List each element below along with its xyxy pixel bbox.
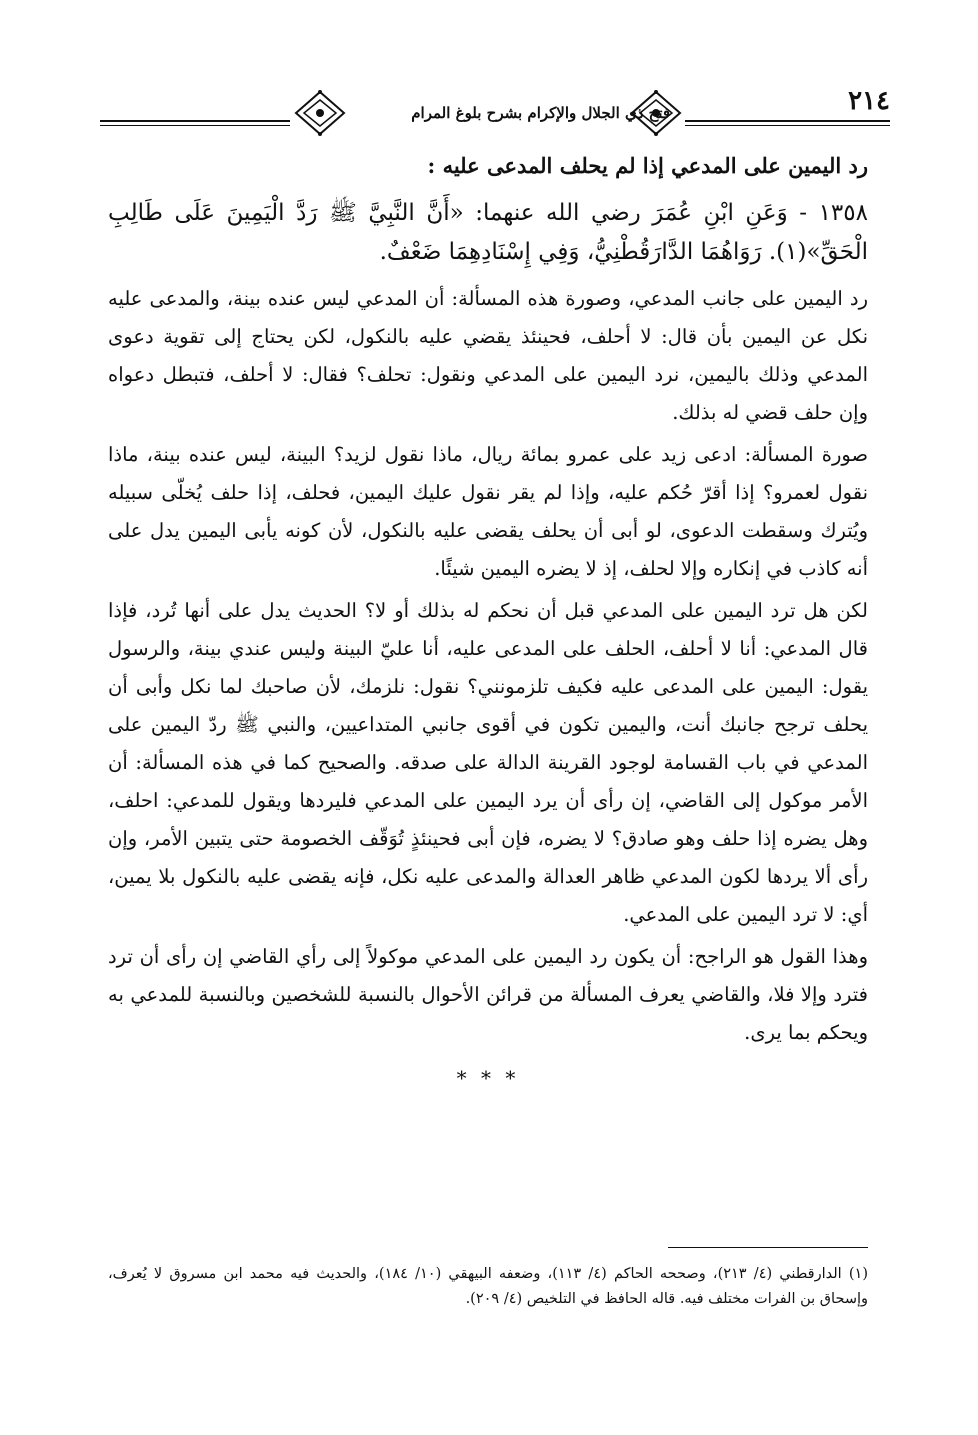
- hadith-text: ١٣٥٨ - وَعَنِ ابْنِ عُمَرَ رضي الله عنهما: «أَنَّ النَّبِيَّ ﷺ رَدَّ الْيَمِينَ عَلَى طَالِبِ الْحَقِّ»(١). رَوَاهُمَا الدَّارَقُطْنِيُّ، وَفِي إِسْنَادِهِمَا ضَعْفٌ.: [108, 199, 868, 265]
- paragraph: رد اليمين على جانب المدعي، وصورة هذه المسألة: أن المدعي ليس عنده بينة، والمدعى عليه نكل عن اليمين بأن قال: لا أحلف، فحينئذ يقضي عليه بالنكول، لكن يحتاج إلى تقوية دعوى المدعي وذلك باليمين، نرد اليمين على المدعي ونقول: تحلف؟ فقال: لا أحلف، فتبطل دعواه وإن حلف قضي له بذلك.: [108, 286, 868, 424]
- footnote-rule: [668, 1247, 868, 1248]
- paragraph: لكن هل ترد اليمين على المدعي قبل أن نحكم له بذلك أو لا؟ الحديث يدل على أنها تُرد، فإذا قال المدعي: أنا لا أحلف، الحلف على المدعى عليه، أنا عليّ البينة وليس عندي بينة، والرسول يقول: اليمين على المدعى عليه فكيف تلزمونني؟ نقول: نلزمك، لأن صاحبك لما نكل وأبى أن يحلف ترجح جانبك أنت، واليمين تكون في أقوى جانبي المتداعيين، والنبي ﷺ ردّ اليمين على المدعي في باب القسامة لوجود القرينة الدالة على صدقه. والصحيح كما في هذه المسألة: أن الأمر موكول إلى القاضي، إن رأى أن يرد اليمين على المدعي فليردها ويقول للمدعي: احلف، وهل يضره إذا حلف وهو صادق؟ لا يضره، فإن أبى فحينئذٍ تُوَقّف الخصومة حتى يتبين الأمر، وإن رأى ألا يردها لكون المدعي ظاهر العدالة والمدعى عليه نكل، فإنه يقضى عليه بالنكول بلا يمين، أي: لا ترد اليمين على المدعي.: [108, 598, 868, 926]
- page-header: [100, 78, 890, 138]
- section-separator: * * *: [456, 1066, 520, 1090]
- running-title: فتح ذي الجلال والإكرام بشرح بلوغ المرام: [411, 104, 670, 122]
- page-number: ٢١٤: [848, 86, 890, 116]
- header-rule-left-thin: [100, 125, 290, 126]
- footnote: (١) الدارقطني (٤/ ٢١٣)، وصححه الحاكم (٤/ ١١٣)، وضعفه البيهقي (١٠/ ١٨٤)، والحديث فيه محمد ابن مسروق لا يُعرف، وإسحاق بن الفرات مختلف فيه. قاله الحافظ في التلخيص (٤/ ٢٠٩).: [108, 1266, 869, 1308]
- paragraph: صورة المسألة: ادعى زيد على عمرو بمائة ريال، ماذا نقول لزيد؟ البينة، ليس عنده بينة، ماذا نقول لعمرو؟ إذا أقرّ حُكم عليه، وإذا لم يقر نقول عليك اليمين، فحلف، إذا حلف يُخلّى سبيله ويُترك وسقطت الدعوى، لو أبى أن يحلف يقضى عليه بالنكول، لأن كونه يأبى اليمين يدل على أنه كاذب في إنكاره وإلا لحلف، إذ لا يضره اليمين شيئًا.: [108, 442, 869, 580]
- header-rule-left: [100, 120, 290, 122]
- paragraph: وهذا القول هو الراجح: أن يكون رد اليمين على المدعي موكولاً إلى رأي القاضي إن رأى أن ترد فترد وإلا فلا، والقاضي يعرف المسألة من قرائن الأحوال بالنسبة للشخصين وبالنسبة للمدعي به ويحكم بما يرى.: [108, 944, 868, 1044]
- ornament-left-icon: [292, 88, 348, 138]
- header-rule-right: [685, 120, 890, 122]
- main-content: [108, 150, 868, 1090]
- header-rule-right-thin: [685, 125, 890, 126]
- section-heading: رد اليمين على المدعي إذا لم يحلف المدعى عليه :: [427, 153, 868, 178]
